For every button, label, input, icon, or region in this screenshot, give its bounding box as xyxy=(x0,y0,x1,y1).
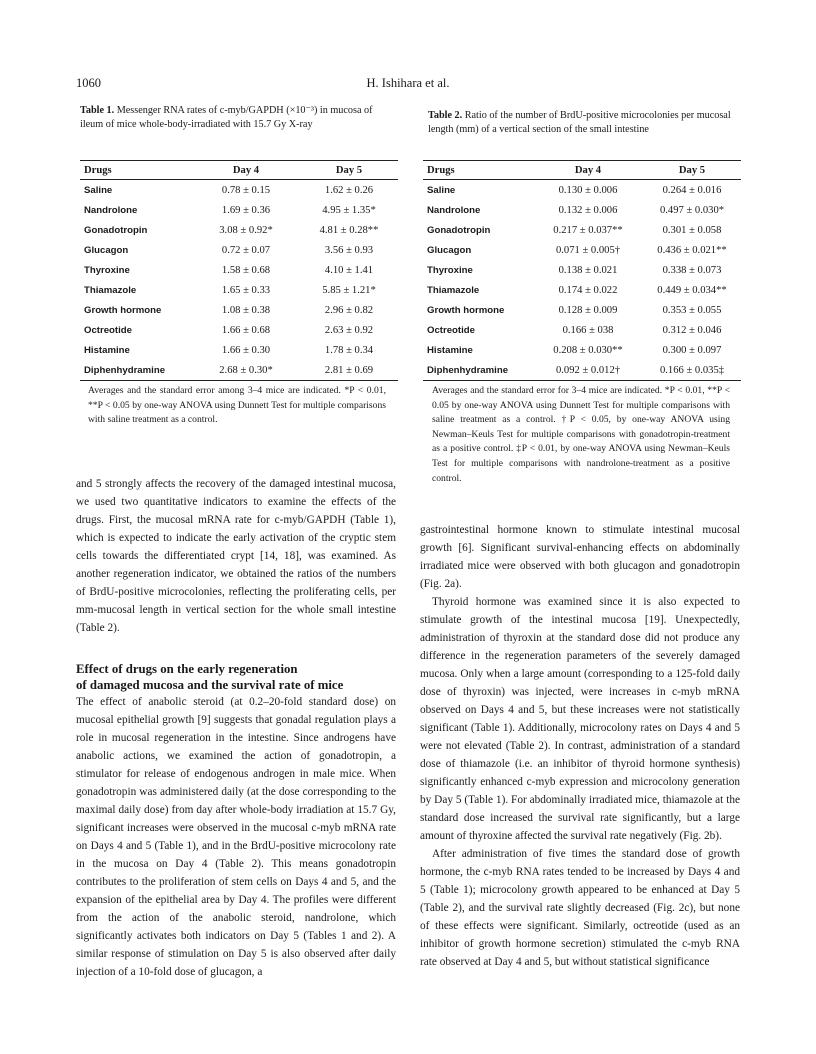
table1-row xyxy=(80,200,398,220)
table2-value-cell: 0.092 ± 0.012† xyxy=(533,360,643,381)
table1-value-cell: 5.85 ± 1.21* xyxy=(322,284,376,296)
table2-drug-cell: Glucagon xyxy=(427,244,472,256)
table1-col-header: Day 4 xyxy=(192,161,300,180)
left-column xyxy=(76,475,396,981)
table2-row xyxy=(423,320,741,340)
table2-drug-cell: Nandrolone xyxy=(427,204,481,216)
table2-drug-cell: Saline xyxy=(427,184,456,196)
table1-value-cell: 2.96 ± 0.82 xyxy=(324,304,374,316)
table1-row xyxy=(80,220,398,240)
table2-value-cell: 0.353 ± 0.055 xyxy=(662,304,722,316)
table2-col-header: Day 4 xyxy=(533,161,643,180)
table2-value-cell: 0.128 ± 0.009 xyxy=(558,304,618,316)
table2-value-cell: 0.071 ± 0.005† xyxy=(555,244,621,256)
running-head: H. Ishihara et al. xyxy=(366,76,450,90)
left-paragraph-2: The effect of anabolic steroid (at 0.2–20-fold standard dose) on mucosal epithelial growth [9] suggests that gonadal regulation plays a role in mucosal regeneration in the intestine. Since androgens have anabolic actions, we examined the action of gonadotropin, a stimulator for release of endogenous androgen in male mice. When gonadotropin was administered daily (at the dose corresponding to the maximal daily dose) from day after whole-body irradiation at 15.7 Gy, significant increases were observed in the mucosal c-myb mRNA rate on Days 4 and 5 (Table 1), and in the BrdU-positive microcolony rate in the mucosa on Day 4 (Table 2). This means gonadotropin contributes to the proliferation of stem cells on Days 4 and 5, and the expansion of the epithelial area by Day 4. The profiles were different from the action of the anabolic steroid, nandrolone, which significantly activates both indicators on Day 5 (Tables 1 and 2). A similar response of stimulation on Day 5 is also observed after daily injection of a 10-fold dose of glucagon, a xyxy=(76,696,396,978)
table2-drug-cell: Octreotide xyxy=(427,324,475,336)
table1-row xyxy=(80,320,398,340)
table2-row xyxy=(423,280,741,300)
table2-value-cell: 0.166 ± 0.035‡ xyxy=(643,360,741,381)
table1-row xyxy=(80,300,398,320)
table1-drug-cell: Octreotide xyxy=(84,324,132,336)
table2-row xyxy=(423,340,741,360)
table1-header-row xyxy=(80,161,398,180)
table2-drug-cell: Thiamazole xyxy=(427,284,480,296)
table1-value-cell: 1.58 ± 0.68 xyxy=(221,264,271,276)
table2-value-cell: 0.497 ± 0.030* xyxy=(659,204,725,216)
right-paragraph-1: gastrointestinal hormone known to stimulate intestinal mucosal growth [6]. Significant survival-enhancing effects on abdominally irradiated mice were observed with both glucagon and gonadotropin (Fig. 2a). xyxy=(420,524,740,590)
table1-caption-text: Messenger RNA rates of c-myb/GAPDH (×10⁻³) in mucosa of ileum of mice whole-body-irradiated with 15.7 Gy X-ray xyxy=(80,105,373,130)
section-heading xyxy=(76,661,396,693)
table1-value-cell: 1.62 ± 0.26 xyxy=(324,184,374,196)
table1-value-cell: 1.66 ± 0.68 xyxy=(221,324,271,336)
section-heading-line2: of damaged mucosa and the survival rate of mice xyxy=(76,678,344,692)
table1-drug-cell: Thyroxine xyxy=(84,264,130,276)
table1-row xyxy=(80,360,398,381)
table1-value-cell: 4.95 ± 1.35* xyxy=(322,204,376,216)
table1-drug-cell: Histamine xyxy=(84,344,130,356)
table2-value-cell: 0.264 ± 0.016 xyxy=(662,184,722,196)
table2-caption xyxy=(428,109,734,137)
table1-drug-cell: Growth hormone xyxy=(84,304,162,316)
table2-caption-text: Ratio of the number of BrdU-positive microcolonies per mucosal length (mm) of a vertical section of the small intestine xyxy=(428,110,731,135)
right-column xyxy=(420,521,740,971)
table1-value-cell: 2.68 ± 0.30* xyxy=(192,360,300,381)
table2-row xyxy=(423,220,741,240)
table2-row xyxy=(423,300,741,320)
table1-row xyxy=(80,240,398,260)
table1 xyxy=(80,160,398,381)
table2-value-cell: 0.449 ± 0.034** xyxy=(657,284,727,296)
table2-drug-cell: Thyroxine xyxy=(427,264,473,276)
table1-value-cell: 4.81 ± 0.28** xyxy=(319,224,379,236)
table1-row xyxy=(80,340,398,360)
table1-caption xyxy=(80,104,398,132)
table2 xyxy=(423,160,741,381)
table2-value-cell: 0.174 ± 0.022 xyxy=(558,284,618,296)
table1-caption-label: Table 1. xyxy=(80,105,115,116)
table1-value-cell: 3.08 ± 0.92* xyxy=(219,224,273,236)
page-number: 1060 xyxy=(76,76,101,90)
table1-value-cell: 1.78 ± 0.34 xyxy=(324,344,374,356)
table1-footnote: Averages and the standard error among 3–4 mice are indicated. *P < 0.01, **P < 0.05 by one-way ANOVA using Dunnett Test for multiple comparisons with saline treatment as a control. xyxy=(88,385,386,426)
table2-value-cell: 0.138 ± 0.021 xyxy=(558,264,618,276)
table2-value-cell: 0.166 ± 038 xyxy=(562,324,614,336)
table2-header-row xyxy=(423,161,741,180)
left-paragraph-1: and 5 strongly affects the recovery of the damaged intestinal mucosa, we used two quantitative indicators to examine the effects of the drugs. First, the mucosal mRNA rate for c-myb/GAPDH (Table 1), which is expected to indicate the early activation of the cryptic stem cells towards the differentiated crypt [14, 18], was examined. As another regeneration indicator, we obtained the ratios of the numbers of BrdU-positive microcolonies, reflecting the proliferating cells, per mm-mucosal length in vertical section for the whole small intestine (Table 2). xyxy=(76,478,396,634)
table2-row xyxy=(423,180,741,201)
table1-drug-cell: Saline xyxy=(84,184,113,196)
table1-body xyxy=(80,180,398,381)
table2-row xyxy=(423,240,741,260)
table1-row xyxy=(80,180,398,201)
table2-body xyxy=(423,180,741,381)
table2-value-cell: 0.208 ± 0.030** xyxy=(553,344,623,356)
table2-col-header: Day 5 xyxy=(643,161,741,180)
table2-value-cell: 0.217 ± 0.037** xyxy=(553,224,623,236)
right-paragraph-2: Thyroid hormone was examined since it is also expected to stimulate growth of the intestinal mucosa [19]. Unexpectedly, administration of thyroxin at the standard dose did not produce any difference in the regeneration parameters of the severely damaged mucosa. Only when a large amount (corresponding to a 125-fold daily dose of thyroxin) was injected, were increases in c-myb mRNA observed on Days 4 and 5, but these increases were not statistically significant (Table 1). Additionally, microcolony rates on Days 4 and 5 were not elevated (Table 2). In contrast, administration of a standard dose of thiamazole (i.e. an inhibitor of thyroid hormone synthesis) significantly enhanced c-myb expression and microcolony generation by Day 5 (Table 1). For abdominally irradiated mice, thiamazole at the standard dose increased the survival rate significantly, but a large amount of thyroxine affected the survival rate negatively (Fig. 2b). xyxy=(420,596,740,842)
table1-value-cell: 1.08 ± 0.38 xyxy=(221,304,271,316)
table1-col-header: Day 5 xyxy=(300,161,398,180)
table1-value-cell: 2.81 ± 0.69 xyxy=(300,360,398,381)
table1-value-cell: 0.72 ± 0.07 xyxy=(221,244,271,256)
table2-footnote: Averages and the standard error for 3–4 mice are indicated. *P < 0.01, **P < 0.05 by one-way ANOVA using Dunnett Test for multiple comparisons with saline treatment as a control. †P < 0.05, by one-way ANOVA using Newman–Keuls Test for multiple comparisons with gonadotropin-treatment as a positive control. ‡P < 0.01, by one-way ANOVA using Newman–Keuls Test for multiple comparisons with nandrolone-treatment as a positive control. xyxy=(432,385,730,484)
table2-row xyxy=(423,260,741,280)
table2-value-cell: 0.338 ± 0.073 xyxy=(662,264,722,276)
table2-value-cell: 0.301 ± 0.058 xyxy=(662,224,722,236)
table2-value-cell: 0.132 ± 0.006 xyxy=(558,204,618,216)
table2-value-cell: 0.130 ± 0.006 xyxy=(558,184,618,196)
table2-caption-label: Table 2. xyxy=(428,110,463,121)
table1-row xyxy=(80,280,398,300)
right-paragraph-3: After administration of five times the standard dose of growth hormone, the c-myb RNA rates tended to be increased by Days 4 and 5 (Table 1); microcolony growth appeared to be enhanced at Day 5 (Table 2), and the survival rate slightly decreased (Fig. 2c), but none of these effects were significant. Similarly, octreotide (used as an inhibitor of growth hormone secretion) stimulated the c-myb RNA rate observed at Day 4 and 5, but without statistical significance xyxy=(420,848,740,968)
table1-drug-cell: Nandrolone xyxy=(84,204,138,216)
table2-value-cell: 0.436 ± 0.021** xyxy=(657,244,727,256)
table2-row xyxy=(423,360,741,381)
table1-drug-cell: Glucagon xyxy=(84,244,129,256)
table2-drug-cell: Diphenhydramine xyxy=(423,360,533,381)
table2-row xyxy=(423,200,741,220)
table1-value-cell: 1.65 ± 0.33 xyxy=(221,284,271,296)
table1-value-cell: 0.78 ± 0.15 xyxy=(221,184,271,196)
table2-drug-cell: Histamine xyxy=(427,344,473,356)
table2-value-cell: 0.300 ± 0.097 xyxy=(662,344,722,356)
table2-value-cell: 0.312 ± 0.046 xyxy=(662,324,722,336)
table2-drug-cell: Growth hormone xyxy=(427,304,505,316)
table2-drug-cell: Gonadotropin xyxy=(427,224,491,236)
table2-col-header: Drugs xyxy=(423,161,533,180)
table1-value-cell: 4.10 ± 1.41 xyxy=(324,264,374,276)
table1-row xyxy=(80,260,398,280)
section-heading-line1: Effect of drugs on the early regeneration xyxy=(76,662,298,676)
table1-drug-cell: Diphenhydramine xyxy=(80,360,192,381)
table1-value-cell: 1.69 ± 0.36 xyxy=(221,204,271,216)
table1-value-cell: 3.56 ± 0.93 xyxy=(324,244,374,256)
table1-col-header: Drugs xyxy=(80,161,192,180)
table1-drug-cell: Thiamazole xyxy=(84,284,137,296)
table1-value-cell: 2.63 ± 0.92 xyxy=(324,324,374,336)
table1-drug-cell: Gonadotropin xyxy=(84,224,148,236)
table1-value-cell: 1.66 ± 0.30 xyxy=(221,344,271,356)
